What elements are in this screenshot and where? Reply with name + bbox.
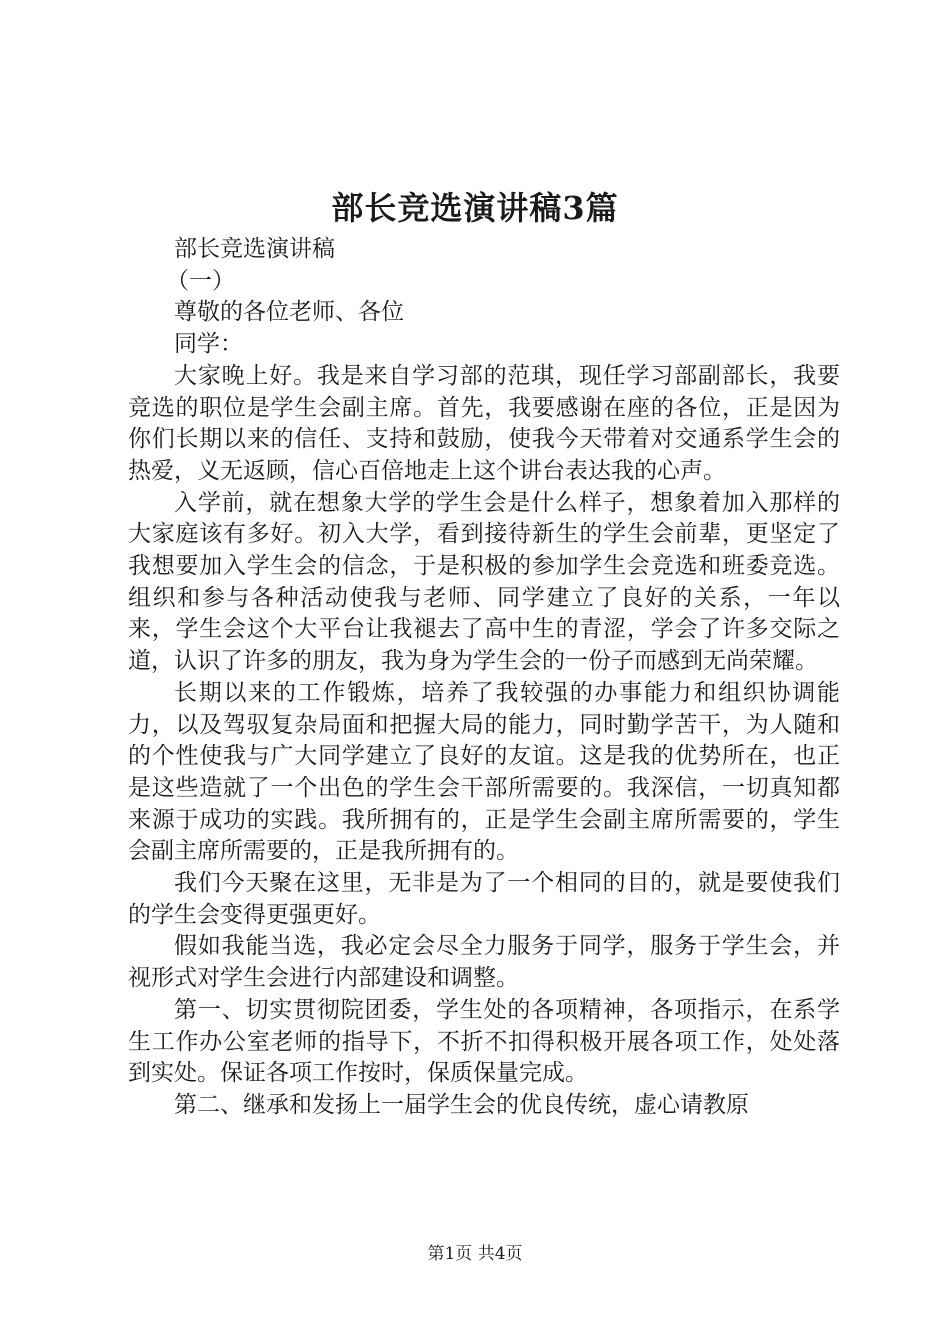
document-title: 部长竞选演讲稿3篇 — [331, 189, 619, 227]
paragraph: 第一、切实贯彻院团委，学生处的各项精神，各项指示，在系学生工作办公室老师的指导下，不折不扣得积极开展各项工作，处处落到实处。保证各项工作按时，保质保量完成。 — [128, 996, 840, 1087]
salutation-line: 同学： — [174, 331, 243, 358]
paragraph: 长期以来的工作锻炼，培养了我较强的办事能力和组织协调能力，以及驾驭复杂局面和把握大局的能力，同时勤学苦干，为人随和的个性使我与广大同学建立了良好的友谊。这是我的优势所在，也正是这些造就了一个出色的学生会干部所需要的。我深信，一切真知都来源于成功的实践。我所拥有的，正是学生会副主席所需要的，学生会副主席所需要的，正是我所拥有的。 — [128, 679, 840, 865]
document-body — [128, 234, 840, 1122]
paragraph: 我们今天聚在这里，无非是为了一个相同的目的，就是要使我们的学生会变得更强更好。 — [128, 870, 840, 928]
subheading: 部长竞选演讲稿 — [174, 236, 335, 262]
salutation-line: 尊敬的各位老师、各位 — [174, 299, 404, 326]
page-number: 第1页 共4页 — [427, 1244, 523, 1264]
paragraph: 假如我能当选，我必定会尽全力服务于同学，服务于学生会，并视形式对学生会进行内部建设和调整。 — [128, 933, 840, 992]
paragraph: 入学前，就在想象大学的学生会是什么样子，想象着加入那样的大家庭该有多好。初入大学，看到接待新生的学生会前辈，更坚定了我想要加入学生会的信念，于是积极的参加学生会竞选和班委竞选。组织和参与各种活动使我与老师、同学建立了良好的关系，一年以来，学生会这个大平台让我褪去了高中生的青涩，学会了许多交际之道，认识了许多的朋友，我为身为学生会的一份子而感到无尚荣耀。 — [128, 489, 840, 675]
section-marker: （一） — [166, 267, 235, 294]
paragraph: 大家晚上好。我是来自学习部的范琪，现任学习部副部长，我要竞选的职位是学生会副主席。首先，我要感谢在座的各位，正是因为你们长期以来的信任、支持和鼓励，使我今天带着对交通系学生会的热爱，义无返顾，信心百倍地走上这个讲台表达我的心声。 — [128, 362, 840, 484]
paragraph: 第二、继承和发扬上一届学生会的优良传统，虚心请教原 — [174, 1091, 749, 1118]
